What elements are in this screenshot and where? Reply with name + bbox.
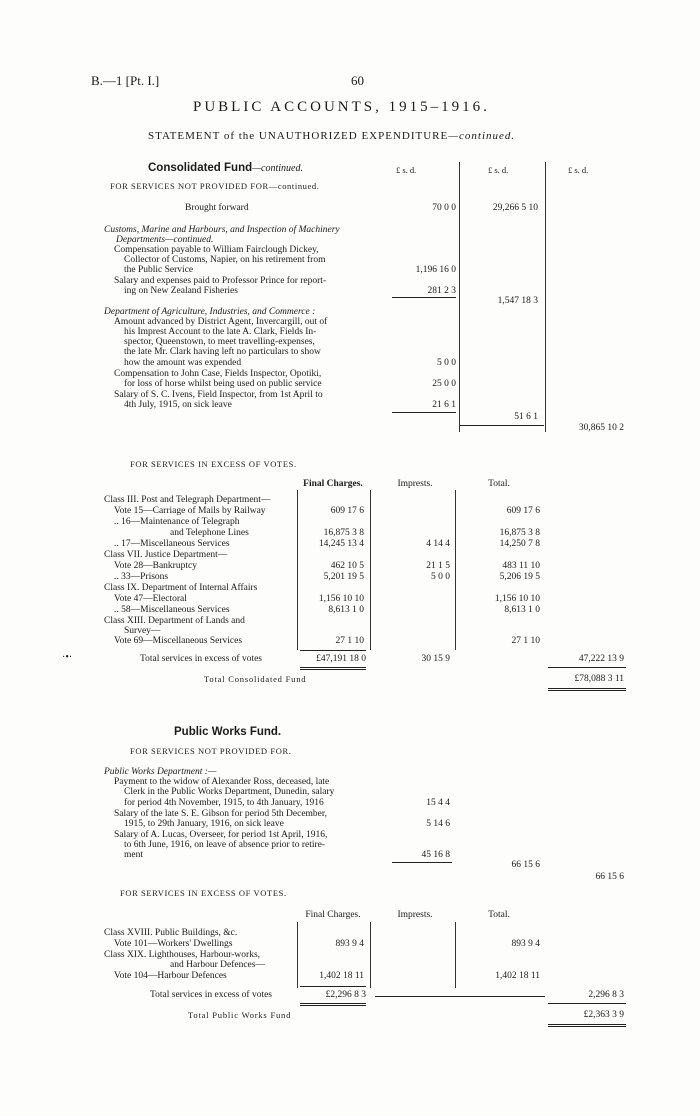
table-cell-total: 27 1 10 bbox=[511, 636, 540, 646]
customs-total: 1,547 18 3 bbox=[497, 296, 538, 306]
brought-forward-label: Brought forward bbox=[185, 203, 249, 213]
table-row-label: .. 33—Prisons bbox=[114, 572, 169, 582]
pw-excess-total: 2,296 8 3 bbox=[588, 990, 624, 1000]
table-row-label: Class VII. Justice Department— bbox=[104, 550, 228, 560]
table-cell-final: 609 17 6 bbox=[330, 506, 364, 516]
table-cell-imprests: 4 14 4 bbox=[426, 539, 450, 549]
pw-cell-total: 893 9 4 bbox=[511, 939, 540, 949]
pw-excess-total-label: Total services in excess of votes bbox=[150, 990, 273, 1000]
pw-not-provided-total: 66 15 6 bbox=[595, 872, 624, 882]
consolidated-fund-heading bbox=[148, 162, 303, 174]
table-row-label: Class IX. Department of Internal Affairs bbox=[104, 583, 258, 593]
pw-line-2: Clerk in the Public Works Department, Dunedin, salary bbox=[124, 787, 335, 797]
table-cell-total: 1,156 10 10 bbox=[494, 594, 540, 604]
pw-excess-rule bbox=[300, 986, 366, 987]
npf-total-rule bbox=[460, 425, 544, 426]
cf-grand-rule bbox=[548, 667, 626, 668]
currency-header-2: £ s. d. bbox=[488, 165, 509, 175]
pw-row-label: Vote 104—Harbour Defences bbox=[114, 971, 227, 981]
brought-forward-b: 29,266 5 10 bbox=[492, 203, 538, 213]
cf-col-imprests: Imprests. bbox=[397, 479, 433, 489]
table-cell-total: 609 17 6 bbox=[506, 506, 540, 516]
agriculture-amount-2: 25 0 0 bbox=[432, 379, 456, 389]
agriculture-line-2: his Imprest Account to the late A. Clark, Fields In- bbox=[124, 327, 317, 337]
agriculture-line-4: the late Mr. Clark having left no particulars to show bbox=[124, 347, 321, 357]
public-works-heading: Public Works Fund. bbox=[174, 726, 282, 738]
pw-table-divider-3 bbox=[455, 922, 456, 988]
cf-grand-double-rule-1 bbox=[548, 688, 626, 689]
pw-row-label: Class XVIII. Public Buildings, &c. bbox=[104, 928, 238, 938]
pw-grand-double-rule-2 bbox=[548, 1026, 626, 1027]
pw-excess-double-rule-1 bbox=[300, 1003, 366, 1004]
cf-excess-total: 47,222 13 9 bbox=[578, 654, 624, 664]
table-cell-final: 16,875 3 8 bbox=[323, 528, 364, 538]
table-cell-total: 16,875 3 8 bbox=[499, 528, 540, 538]
pw-subtotal: 66 15 6 bbox=[511, 860, 540, 870]
pw-amount-2: 5 14 6 bbox=[426, 819, 450, 829]
customs-line-2: Collector of Customs, Napier, on his retirement from bbox=[124, 255, 326, 265]
page-subtitle bbox=[148, 130, 515, 142]
pw-excess-double-rule-2 bbox=[300, 1005, 366, 1006]
cf-not-provided-total: 30,865 10 2 bbox=[578, 423, 624, 433]
column-divider-1 bbox=[459, 162, 460, 432]
pw-excess-heading: FOR SERVICES IN EXCESS OF VOTES. bbox=[120, 888, 287, 898]
agriculture-line-5: how the amount was expended bbox=[124, 358, 242, 368]
pw-grand-double-rule-1 bbox=[548, 1024, 626, 1025]
cf-excess-double-rule-2 bbox=[300, 669, 366, 670]
document-reference: B.—1 [Pt. I.] bbox=[91, 73, 160, 88]
table-cell-final: 8,613 1 0 bbox=[328, 605, 364, 615]
pw-cell-final: 893 9 4 bbox=[335, 939, 364, 949]
customs-amount-2: 281 2 3 bbox=[427, 286, 456, 296]
table-row-label: Vote 47—Electoral bbox=[114, 594, 187, 604]
table-cell-final: 1,156 10 10 bbox=[318, 594, 364, 604]
table-row-label: Class XIII. Department of Lands and bbox=[104, 616, 245, 626]
cf-excess-total-imprests: 30 15 9 bbox=[421, 654, 450, 664]
table-cell-final: 14,245 13 4 bbox=[318, 539, 364, 549]
pw-department: Public Works Department :— bbox=[104, 767, 217, 777]
table-cell-final: 5,201 19 5 bbox=[323, 572, 364, 582]
page-number: 60 bbox=[351, 73, 364, 88]
pw-line-7: to 6th June, 1916, on leave of absence prior to retire- bbox=[124, 840, 326, 850]
pw-col-total: Total. bbox=[488, 910, 510, 920]
page-title: PUBLIC ACCOUNTS, 1915–1916. bbox=[193, 99, 490, 115]
cf-grand-total: £78,088 3 11 bbox=[574, 674, 624, 684]
cf-not-provided-heading: FOR SERVICES NOT PROVIDED FOR—continued. bbox=[110, 181, 320, 191]
pw-line-4: Salary of the late S. E. Gibson for period 5th December, bbox=[114, 809, 328, 819]
table-row-label: Survey— bbox=[124, 626, 161, 636]
agriculture-amount-1: 5 0 0 bbox=[437, 358, 456, 368]
customs-line-4: Salary and expenses paid to Professor Prince for report- bbox=[114, 276, 327, 286]
customs-line-1: Compensation payable to William Fairclough Dickey, bbox=[114, 245, 319, 255]
agriculture-amount-3: 21 6 1 bbox=[432, 400, 456, 410]
subtitle-main: STATEMENT of the UNAUTHORIZED EXPENDITURE bbox=[148, 130, 449, 142]
pw-excess-total-final: £2,296 8 3 bbox=[325, 990, 366, 1000]
table-row-label: Vote 69—Miscellaneous Services bbox=[114, 636, 243, 646]
cf-excess-heading: FOR SERVICES IN EXCESS OF VOTES. bbox=[130, 459, 297, 469]
brought-forward-a: 70 0 0 bbox=[432, 203, 456, 213]
table-cell-final: 27 1 10 bbox=[335, 636, 364, 646]
pw-grand-total-label: Total Public Works Fund bbox=[188, 1010, 292, 1020]
table-cell-total: 483 11 10 bbox=[502, 561, 540, 571]
pw-grand-total: £2,363 3 9 bbox=[583, 1010, 624, 1020]
table-row-label: and Telephone Lines bbox=[170, 528, 249, 538]
pw-amount-1: 15 4 4 bbox=[426, 798, 450, 808]
customs-rule bbox=[392, 297, 456, 298]
pw-dash-rule bbox=[375, 996, 545, 997]
currency-header-3: £ s. d. bbox=[568, 165, 589, 175]
pw-row-label: and Harbour Defences— bbox=[170, 960, 265, 970]
cf-excess-rule-final bbox=[300, 650, 366, 651]
pw-cell-final: 1,402 18 11 bbox=[319, 971, 364, 981]
pw-amount-3: 45 16 8 bbox=[421, 850, 450, 860]
pw-line-3: for period 4th November, 1915, to 4th January, 1916 bbox=[124, 798, 324, 808]
pw-col-imprests: Imprests. bbox=[397, 910, 433, 920]
customs-heading: Customs, Marine and Harbours, and Inspection of Machinery bbox=[104, 225, 340, 235]
agriculture-line-7: for loss of horse whilst being used on public service bbox=[124, 379, 322, 389]
subtitle-continued: —continued. bbox=[448, 130, 516, 142]
cf-excess-total-final: £47,191 18 0 bbox=[316, 654, 366, 664]
cf-heading-text: Consolidated Fund bbox=[148, 162, 253, 174]
table-row-label: .. 58—Miscellaneous Services bbox=[114, 605, 230, 615]
cf-grand-total-label: Total Consolidated Fund bbox=[204, 674, 307, 684]
agriculture-line-3: spector, Queenstown, to meet travelling-expenses, bbox=[124, 337, 315, 347]
agriculture-line-1: Amount advanced by District Agent, Invercargill, out of bbox=[114, 317, 328, 327]
table-row-label: Vote 15—Carriage of Mails by Railway bbox=[114, 506, 266, 516]
agriculture-rule bbox=[392, 412, 456, 413]
pw-col-final: Final Charges. bbox=[305, 910, 361, 920]
table-cell-imprests: 21 1 5 bbox=[426, 561, 450, 571]
pw-line-5: 1915, to 29th January, 1916, on sick leave bbox=[124, 819, 284, 829]
cf-table-divider-2 bbox=[370, 490, 371, 650]
cf-table-divider-3 bbox=[455, 490, 456, 650]
agriculture-line-9: 4th July, 1915, on sick leave bbox=[124, 400, 232, 410]
pw-line-6: Salary of A. Lucas, Overseer, for period 1st April, 1916, bbox=[114, 830, 328, 840]
table-row-label: .. 16—Maintenance of Telegraph bbox=[114, 517, 240, 527]
cf-col-final: Final Charges. bbox=[303, 479, 363, 489]
table-row-label: Vote 28—Bankruptcy bbox=[114, 561, 197, 571]
table-row-label: .. 17—Miscellaneous Services bbox=[114, 539, 230, 549]
customs-line-5: ing on New Zealand Fisheries bbox=[124, 286, 238, 296]
table-cell-imprests: 5 0 0 bbox=[431, 572, 450, 582]
cf-grand-double-rule-2 bbox=[548, 690, 626, 691]
pw-grand-rule bbox=[548, 1003, 626, 1004]
pw-row-label: Vote 101—Workers' Dwellings bbox=[114, 939, 233, 949]
cf-excess-total-label: Total services in excess of votes bbox=[140, 654, 263, 664]
table-cell-total: 8,613 1 0 bbox=[504, 605, 540, 615]
margin-mark: ·•· bbox=[62, 652, 73, 663]
agriculture-line-6: Compensation to John Case, Fields Inspector, Opotiki, bbox=[114, 369, 322, 379]
pw-not-provided-heading: FOR SERVICES NOT PROVIDED FOR. bbox=[130, 746, 292, 756]
pw-cell-total: 1,402 18 11 bbox=[495, 971, 540, 981]
column-divider-2 bbox=[545, 162, 546, 432]
pw-row-label: Class XIX. Lighthouses, Harbour-works, bbox=[104, 950, 261, 960]
pw-line-8: ment bbox=[124, 850, 143, 860]
cf-heading-cont: —continued. bbox=[252, 163, 303, 174]
agriculture-heading: Department of Agriculture, Industries, and Commerce : bbox=[104, 307, 316, 317]
pw-rule bbox=[392, 862, 452, 863]
pw-table-divider-2 bbox=[370, 922, 371, 988]
customs-amount-1: 1,196 16 0 bbox=[415, 265, 456, 275]
table-cell-final: 462 10 5 bbox=[330, 561, 364, 571]
cf-col-total: Total. bbox=[488, 479, 510, 489]
table-cell-total: 5,206 19 5 bbox=[499, 572, 540, 582]
customs-line-3: the Public Service bbox=[124, 265, 194, 275]
currency-header-1: £ s. d. bbox=[396, 165, 417, 175]
table-cell-total: 14,250 7 8 bbox=[499, 539, 540, 549]
customs-heading-2: Departments—continued. bbox=[116, 235, 214, 245]
cf-excess-double-rule-1 bbox=[300, 667, 366, 668]
agriculture-line-8: Salary of S. C. Ivens, Field Inspector, from 1st April to bbox=[114, 390, 323, 400]
agriculture-total: 51 6 1 bbox=[514, 412, 538, 422]
pw-line-1: Payment to the widow of Alexander Ross, deceased, late bbox=[114, 777, 330, 787]
table-row-label: Class III. Post and Telegraph Department— bbox=[104, 495, 271, 505]
